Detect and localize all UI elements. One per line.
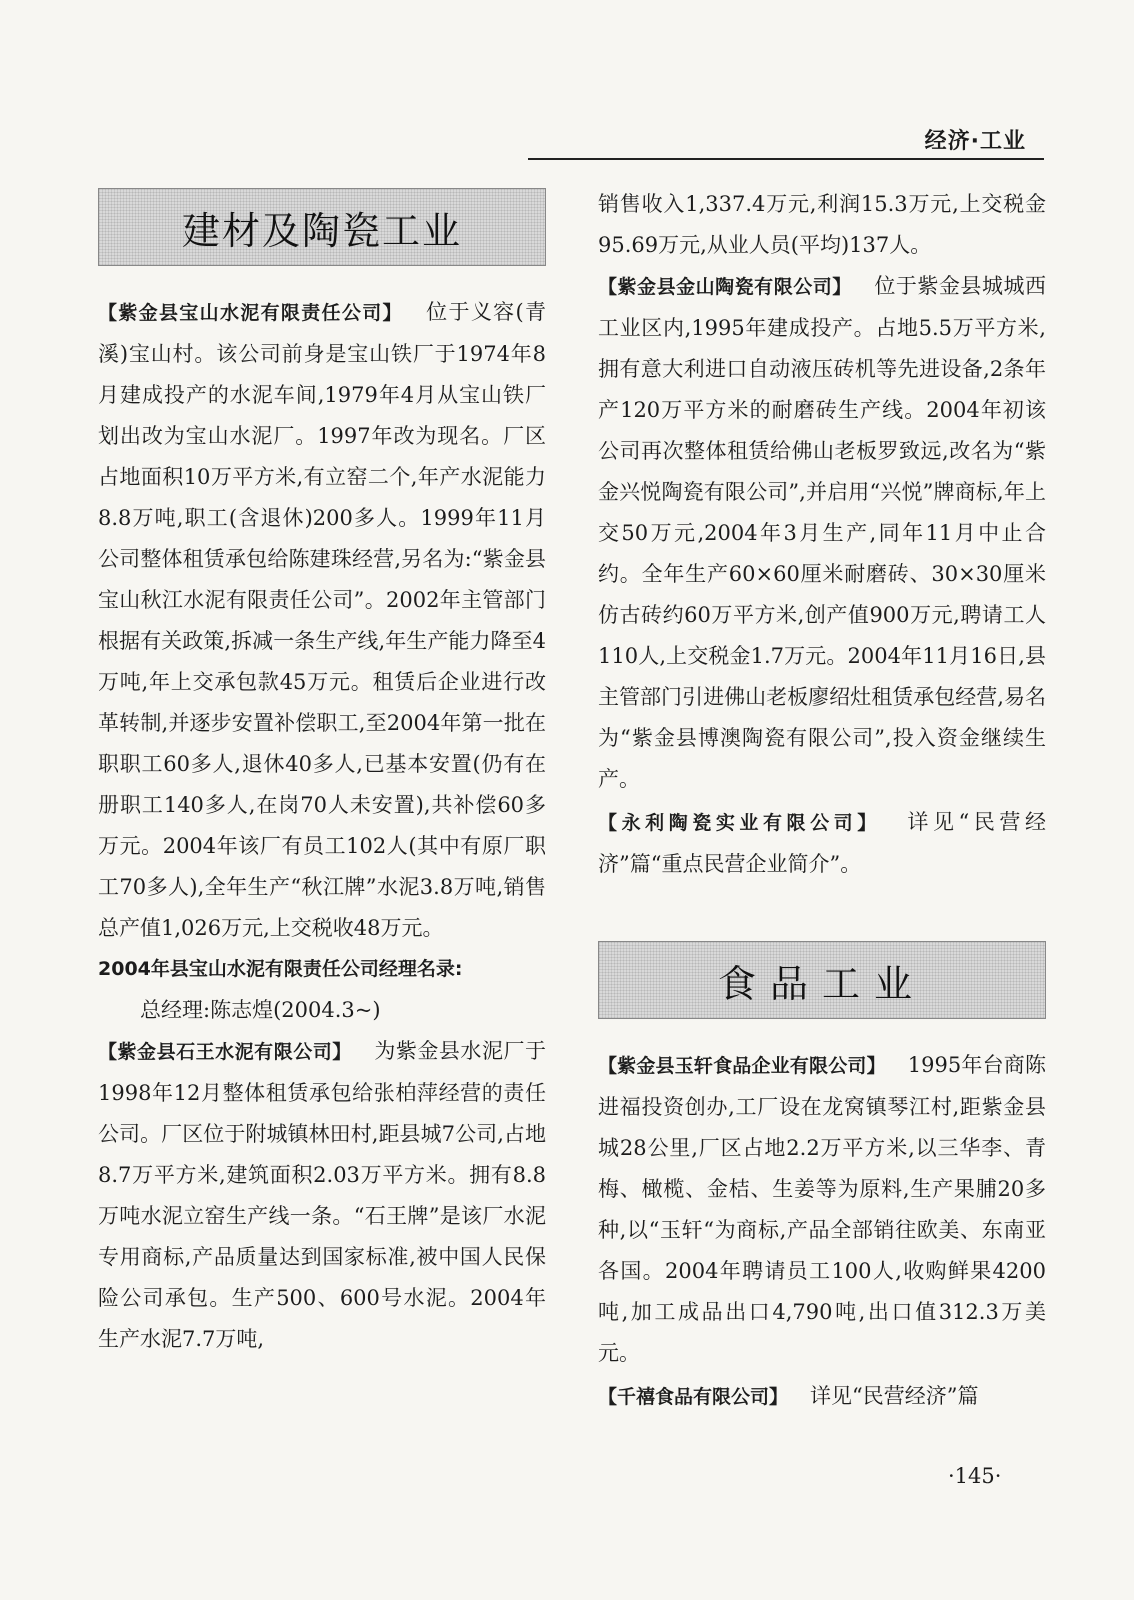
right-column [598,184,1046,1418]
entry-title: 【千禧食品有限公司】 [598,1386,789,1408]
entry-title: 【紫金县石王水泥有限公司】 [98,1041,352,1063]
section-banner-title: 食品工业 [717,961,926,1006]
roster-heading: 2004年县宝山水泥有限责任公司经理名录: [98,958,463,980]
section-banner-building-materials [98,188,546,266]
entry-title: 【紫金县金山陶瓷有限公司】 [598,276,852,298]
entry-qianxi-food [598,1376,1046,1418]
section-banner-food [598,941,1046,1019]
entry-baoshan-cement [98,292,546,949]
entry-text: 位于紫金县城城西工业区内,1995年建成投产。占地5.5万平方米,拥有意大利进口自动液压砖机等先进设备,2条年产120万平方米的耐磨砖生产线。2004年初该公司再次整体租赁给佛山老板罗致远,改名为“紫金兴悦陶瓷有限公司”,并启用“兴悦”牌商标,年上交50万元,2004年3月生产,同年11月中止合约。全年生产60×60厘米耐磨砖、30×30厘米仿古砖约60万平方米,创产值900万元,聘请工人110人,上交税金1.7万元。2004年11月16日,县主管部门引进佛山老板廖绍灶租赁承包经营,易名为“紫金县博澳陶瓷有限公司”,投入资金继续生产。 [598,274,1046,791]
entry-text: 1995年台商陈进福投资创办,工厂设在龙窝镇琴江村,距紫金县城28公里,厂区占地2.2万平方米,以三华李、青梅、橄榄、金桔、生姜等为原料,生产果脯20多种,以“玉轩“为商标,产品全部销往欧美、东南亚各国。2004年聘请员工100人,收购鲜果4200吨,加工成品出口4,790吨,出口值312.3万美元。 [598,1053,1046,1365]
roster-item: 总经理:陈志煌(2004.3~) [140,998,381,1022]
entry-yongli-ceramics [598,802,1046,885]
entry-title: 【紫金县宝山水泥有限责任公司】 [98,302,403,324]
entry-jinshan-ceramics [598,266,1046,800]
entry-text: 为紫金县水泥厂于1998年12月整体租赁承包给张柏萍经营的责任公司。厂区位于附城镇林田村,距县城7公司,占地8.7万平方米,建筑面积2.03万平方米。拥有8.8万吨水泥立窑生产线一条。“石王牌”是该厂水泥专用商标,产品质量达到国家标准,被中国人民保险公司承包。生产500、600号水泥。2004年生产水泥7.7万吨, [98,1039,546,1351]
entry-title: 【紫金县玉轩食品企业有限公司】 [598,1055,886,1077]
entry-text: 详见“民营经济”篇“重点民营企业简介”。 [598,810,1046,876]
continuation-text: 销售收入1,337.4万元,利润15.3万元,上交税金95.69万元,从业人员(平均)137人。 [598,192,1046,257]
running-header [528,118,1044,160]
left-column [98,188,546,1360]
entry-shiwang-cement [98,1031,546,1360]
entry-title: 【永利陶瓷实业有限公司】 [598,812,881,834]
entry-yuxuan-food [598,1045,1046,1374]
entry-text: 详见“民营经济”篇 [810,1384,979,1408]
section-label: 经济·工业 [924,129,1026,154]
section-banner-title: 建材及陶瓷工业 [181,208,462,253]
page-number: ·145· [948,1464,1002,1488]
entry-text: 位于义容(青溪)宝山村。该公司前身是宝山铁厂于1974年8月建成投产的水泥车间,1979年4月从宝山铁厂划出改为宝山水泥厂。1997年改为现名。厂区占地面积10万平方米,有立窑二个,年产水泥能力8.8万吨,职工(含退休)200多人。1999年11月公司整体租赁承包给陈建珠经营,另名为:“紫金县宝山秋江水泥有限责任公司”。2002年主管部门根据有关政策,拆减一条生产线,年生产能力降至4万吨,年上交承包款45万元。租赁后企业进行改革转制,并逐步安置补偿职工,至2004年第一批在职职工60多人,退休40多人,已基本安置(仍有在册职工140多人,在岗70人未安置),共补偿60多万元。2004年该厂有员工102人(其中有原厂职工70多人),全年生产“秋江牌”水泥3.8万吨,销售总产值1,026万元,上交税收48万元。 [98,300,546,940]
